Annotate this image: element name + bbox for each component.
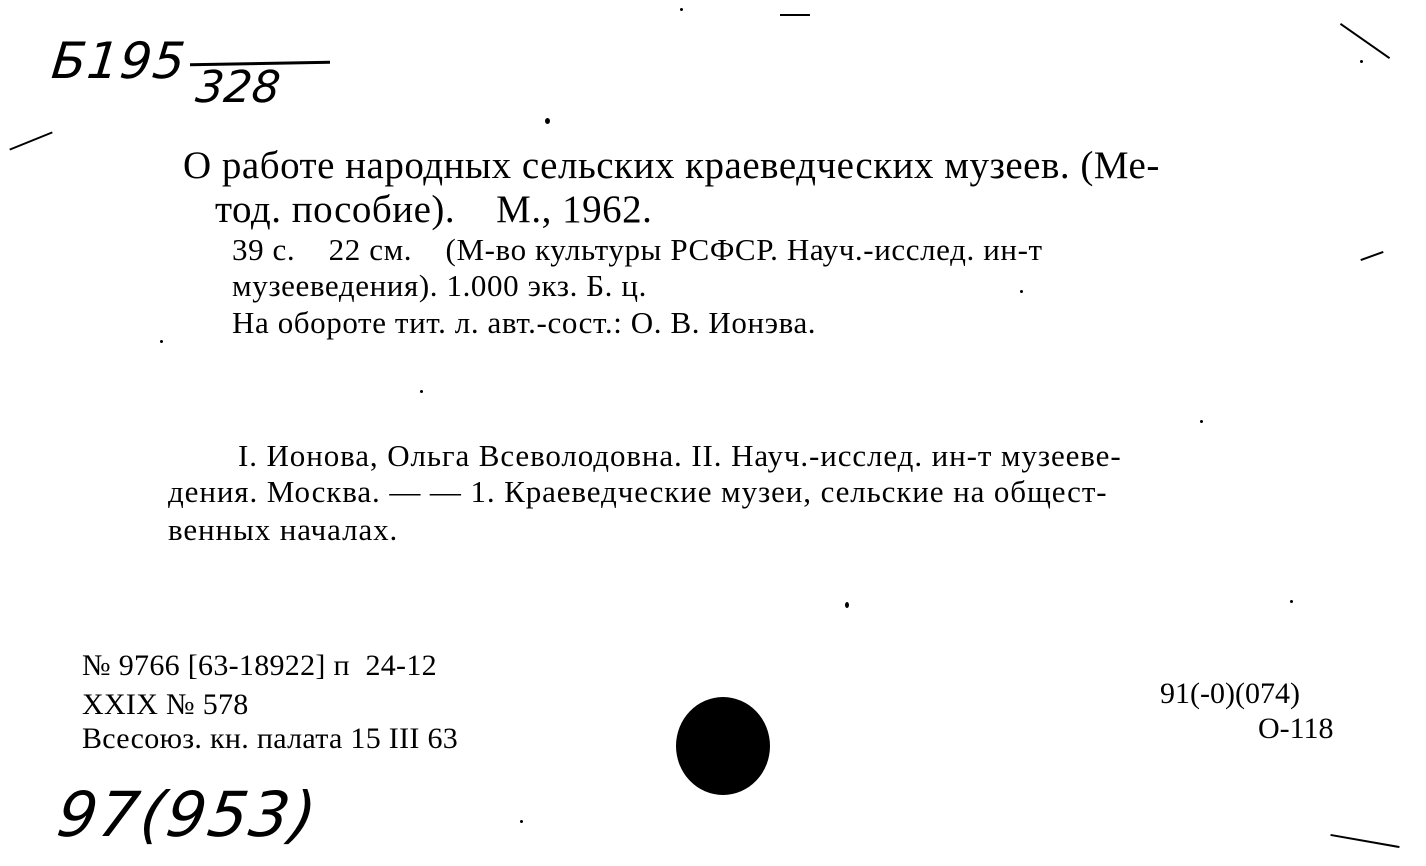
tracing-line-1: I. Ионова, Ольга Всеволодовна. II. Науч.-исслед. ин-т музееве-	[238, 438, 1122, 473]
scratch	[9, 131, 52, 150]
speck	[1360, 60, 1363, 63]
scratch	[780, 14, 810, 16]
udc-classification: 91(-0)(074)	[1160, 677, 1300, 710]
chamber-imprint: Всесоюз. кн. палата 15 III 63	[82, 722, 459, 755]
collation-line-2: музееведения). 1.000 экз. Б. ц.	[232, 268, 647, 303]
handwritten-call-suffix: 328	[193, 62, 283, 113]
entry-title-line-1: О работе народных сельских краеведческих музеев. (Ме-	[183, 144, 1160, 187]
speck	[1290, 600, 1293, 603]
handwritten-shelf-mark: 97(953)	[52, 778, 323, 851]
registry-number: № 9766 [63-18922] п 24-12	[82, 649, 437, 682]
author-mark: О-118	[1258, 712, 1334, 745]
scratch	[1360, 251, 1383, 261]
speck	[1020, 290, 1023, 293]
scratch	[1330, 834, 1399, 848]
speck	[845, 602, 849, 608]
speck	[520, 820, 523, 823]
handwritten-call-number: Б195	[48, 32, 189, 90]
speck	[160, 340, 163, 343]
punch-hole	[676, 697, 770, 795]
collation-line-1: 39 с. 22 см. (М-во культуры РСФСР. Науч.-исслед. ин-т	[232, 232, 1043, 267]
tracing-line-3: венных началах.	[168, 512, 399, 547]
speck	[420, 390, 423, 393]
speck	[680, 8, 683, 11]
tracing-line-2: дения. Москва. — — 1. Краеведческие музеи, сельские на общест-	[168, 474, 1108, 509]
speck	[1200, 420, 1203, 423]
scratch	[1340, 23, 1390, 59]
speck	[545, 118, 550, 124]
registry-series: XXIX № 578	[82, 688, 249, 721]
entry-title-line-2: тод. пособие). М., 1962.	[215, 188, 653, 231]
title-page-note: На обороте тит. л. авт.-сост.: О. В. Ионэва.	[232, 305, 817, 340]
